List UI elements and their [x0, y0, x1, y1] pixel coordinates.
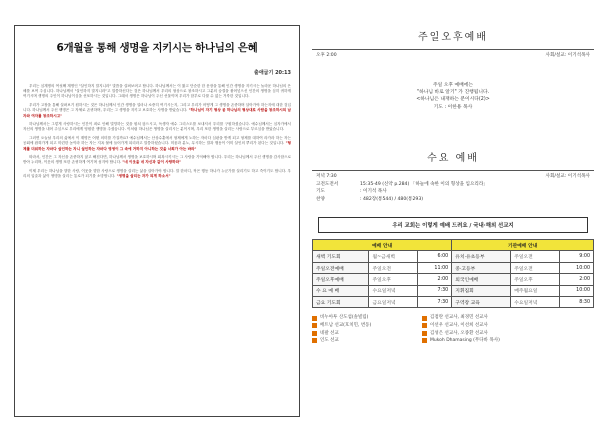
table-cell: 수요일저녁 — [511, 296, 560, 307]
table-cell: 주일오후 — [369, 274, 418, 285]
sermon-title: 6개월을 통해 생명을 지키시는 하나님의 은혜 — [56, 42, 258, 54]
bullet-icon — [422, 338, 427, 343]
table-cell: 2:00 — [560, 274, 594, 285]
sermon-page — [14, 25, 300, 417]
worship-and-mission-header: 우리 교회는 이렇게 예배 드려요 / 국내·해외 선교지 — [318, 217, 588, 233]
bullet-icon — [422, 323, 427, 328]
missionaries: 김성은 선교사, 오종환 선교사 — [430, 330, 488, 336]
bullet-icon-right — [422, 322, 488, 330]
table-cell: 금요일저녁 — [369, 296, 418, 307]
table-row — [313, 296, 594, 307]
wednesday-service-title: 수요 예배 — [427, 152, 479, 164]
sermon-paragraph: 우리가 고장을 통해 살펴보기 원하시는 것은 하나님께서 인간 생명을 얼마나 소중히 여기시는지, 그리고 우리가 어떻게 그 생명을 존중하며 살아가야 하는지에 대한 것입니다. 하나님께서 주신 생명은 그 자체로 존귀하며, 우리는 그 생명을 지키고 보호하는 사명을 받았습니다. "하나님이 자기 형상 곧 하나님의 형상대로 사람을 창조하시되 남자와 여자를 창조하시고" — [23, 103, 291, 118]
table-cell: 10:00 — [560, 262, 594, 273]
table-cell: 주일오후예배 — [313, 274, 369, 285]
mission-field: 비누아투 산도섬(솔빌립) — [320, 315, 369, 321]
worship-guide-header: 예배 안내 — [313, 240, 452, 251]
list-item — [312, 337, 594, 345]
table-cell: 8:30 — [560, 296, 594, 307]
table-cell: 7:30 — [418, 285, 452, 296]
sermon-paragraph: 이제 우리는 하나님을 향한 사랑, 이웃을 향한 사랑으로 생명을 살리는 삶을 살아가야 합니다. 말 한마디, 작은 행동 하나가 누군가를 살리기도 하고 죽이기도 합니다. 우리의 입술과 삶이 생명을 살리는 통로가 되기를 소망합니다. "생명을 살리는 자가 되게 하소서" — [23, 169, 291, 179]
sermon-paragraph: 하나님께서는 그렇게 사랑하시는 인간이 죄로 인해 멸망하는 것을 원치 않으시고, 독생자 예수 그리스도를 보내셔서 우리를 구원하셨습니다. 예수님께서는 십자가에서 자신의 생명을 내어 주심으로 우리에게 영원한 생명을 주셨습니다. 이처럼 하나님은 생명을 살리시는 분이시며, 우리 또한 생명을 살리는 사람으로 부르심을 받았습니다. — [23, 122, 291, 132]
mission-field: 베트남 선교(호치민, 번동) — [320, 322, 372, 328]
service-schedule-table — [312, 239, 594, 308]
scripture-quote: "형제를 미워하는 자마다 살인하는 자니 살인하는 자마다 영생이 그 속에 거하지 아니하는 것을 너희가 아는 바라" — [23, 141, 291, 151]
table-cell: 11:00 — [418, 262, 452, 273]
table-cell: 매주월요일 — [511, 285, 560, 296]
table-cell: 2:00 — [418, 274, 452, 285]
sermon-paragraph: 따라서, 인간은 그 자신을 존중하지 않고 해친다면, 하나님께서 생명을 보호하시며 회복시키시는 그 사랑을 기억해야 합니다. 우리는 하나님께서 주신 생명을 감사함으로 받아 누리며, 이웃의 생명 또한 존귀하게 여기며 섬겨야 합니다. "네 이웃을 네 자신과 같이 사랑하라" — [23, 155, 291, 165]
missionaries: 이선우 선교사, 이선희 선교사 — [430, 322, 488, 328]
detail-row: 고전도전서 15:35-49 (신약 p.284) 「하늘에 속한 이의 형상을 입으리라」 — [316, 181, 488, 187]
detail-row: 기도 : 이기석 목사 — [316, 189, 387, 195]
table-cell: 9:00 — [560, 251, 594, 262]
bullet-icon — [422, 331, 427, 336]
list-item — [312, 322, 594, 330]
bullet-icon — [312, 331, 317, 336]
pm-line: <하나님은 내재하는 분이시다(2)> — [416, 97, 490, 103]
missionaries: Mukoh Dhamasing (무다바 목사) — [430, 338, 500, 344]
table-cell: 주일오전 — [369, 262, 418, 273]
scripture-quote: "생명을 살리는 자가 되게 하소서" — [116, 174, 171, 179]
pm-service-notice — [312, 82, 594, 111]
list-item — [312, 314, 594, 322]
bullet-icon-right — [422, 330, 488, 338]
table-cell: 새벽 기도회 — [313, 251, 369, 262]
sermon-body — [23, 84, 291, 180]
sermon-reference: 출애굽기 20:13 — [254, 70, 291, 76]
bullet-icon — [312, 316, 317, 321]
mission-field-list — [312, 314, 594, 344]
table-cell: 월~금새벽 — [369, 251, 418, 262]
wednesday-service-time: 저녁 7:30 — [316, 173, 337, 179]
detail-row: 찬양 : 482장(통544) / 480(통293) — [316, 196, 424, 202]
table-row — [313, 285, 594, 296]
scripture-quote: "하나님이 자기 형상 곧 하나님의 형상대로 사람을 창조하시되 남자와 여자를 창조하시고" — [23, 108, 291, 118]
wednesday-service-leader: 사회/설교: 이기석목사 — [545, 173, 590, 179]
table-cell: 외국인예배 — [452, 274, 511, 285]
pm-line: 기도 : 이한용 목사 — [433, 104, 473, 110]
table-cell: 중·고등부 — [452, 262, 511, 273]
missionaries: 김점란 선교사, 최경민 선교사 — [430, 315, 488, 321]
mission-field: 네팔 선교 — [320, 330, 339, 336]
table-cell: 6:00 — [418, 251, 452, 262]
pm-service-time: 오후 2:00 — [316, 53, 337, 58]
table-cell: 10:00 — [560, 285, 594, 296]
table-cell: 주일오전예배 — [313, 262, 369, 273]
bullet-icon — [312, 338, 317, 343]
wednesday-service-details — [312, 181, 594, 203]
sermon-paragraph: 그러면 오늘날 우리의 삶에서 이 계명은 어떤 의미를 가질까요? 예수님께서는 산상수훈에서 형제에게 노하는 자마다 심판을 받게 되고 형제를 대하여 라가라 하는 자는 공회에 잡혀가게 되고 미련한 놈이라 하는 자는 지옥 불에 들어가게 되리라고 말씀하셨습니다. 미움과 분노, 무시하는 말과 행동이 이미 살인의 뿌리가 된다는 것입니다. "형제를 미워하는 자마다 살인하는 자니 살인하는 자마다 영생이 그 속에 거하지 아니하는 것을 너희가 아는 바라" — [23, 136, 291, 151]
table-cell: 구역장 교육 — [452, 296, 511, 307]
table-cell: 금요 기도회 — [313, 296, 369, 307]
pm-line: "하나님 바로 알기" 가 진행됩니다. — [416, 90, 490, 96]
table-cell: 주일오전 — [511, 262, 560, 273]
table-row — [313, 274, 594, 285]
bullet-icon — [312, 323, 317, 328]
department-guide-header: 기관예배 안내 — [452, 240, 594, 251]
pm-service-title: 주일오후예배 — [418, 32, 488, 43]
pm-line: 주일 오후 예배에는 — [432, 83, 474, 88]
table-cell: 유치·유초등부 — [452, 251, 511, 262]
pm-service-meta — [312, 50, 594, 60]
sermon-paragraph: 우리는 십계명의 여섯째 계명인 "살인하지 말지니라" 말씀을 살펴보려고 합니다. 하나님께서는 이 짧고 단순한 한 문장을 통해 인간 생명을 지키시는 놀라운 하나님의 은혜를 보여 주십니다. 하나님께서 "살인하지 말지니라"고 말씀하신다는 것은 하나님께서 우리의 형상으로 창조하시고 그분의 숨결을 불어넣으신 인간의 생명을 심히 귀하게 여기시며 생명의 주인이 하나님이심을 선포하시는 것입니다. 그래서 생명은 하나님이 주신 선물이며 우리가 함부로 다룰 수 없는 거룩한 것입니다. — [23, 84, 291, 99]
table-header-row — [313, 240, 594, 251]
list-item — [312, 330, 594, 338]
table-cell: 지휘집회 — [452, 285, 511, 296]
bullet-icon — [422, 316, 427, 321]
table-row — [313, 262, 594, 273]
wednesday-service-meta — [312, 171, 594, 181]
pm-service-leader: 사회/설교: 이기석목사 — [545, 53, 590, 58]
mission-field: 인도 선교 — [320, 338, 339, 344]
bullet-icon-right — [422, 337, 500, 345]
table-row — [313, 251, 594, 262]
table-cell: 수요일저녁 — [369, 285, 418, 296]
bullet-icon-right — [422, 314, 488, 322]
worship-info-page — [312, 10, 594, 420]
table-cell: 수 요 예 배 — [313, 285, 369, 296]
table-cell: 주일오후 — [511, 274, 560, 285]
table-cell: 7:30 — [418, 296, 452, 307]
scripture-quote: "네 이웃을 네 자신과 같이 사랑하라" — [122, 160, 181, 165]
table-cell: 주일오전 — [511, 251, 560, 262]
